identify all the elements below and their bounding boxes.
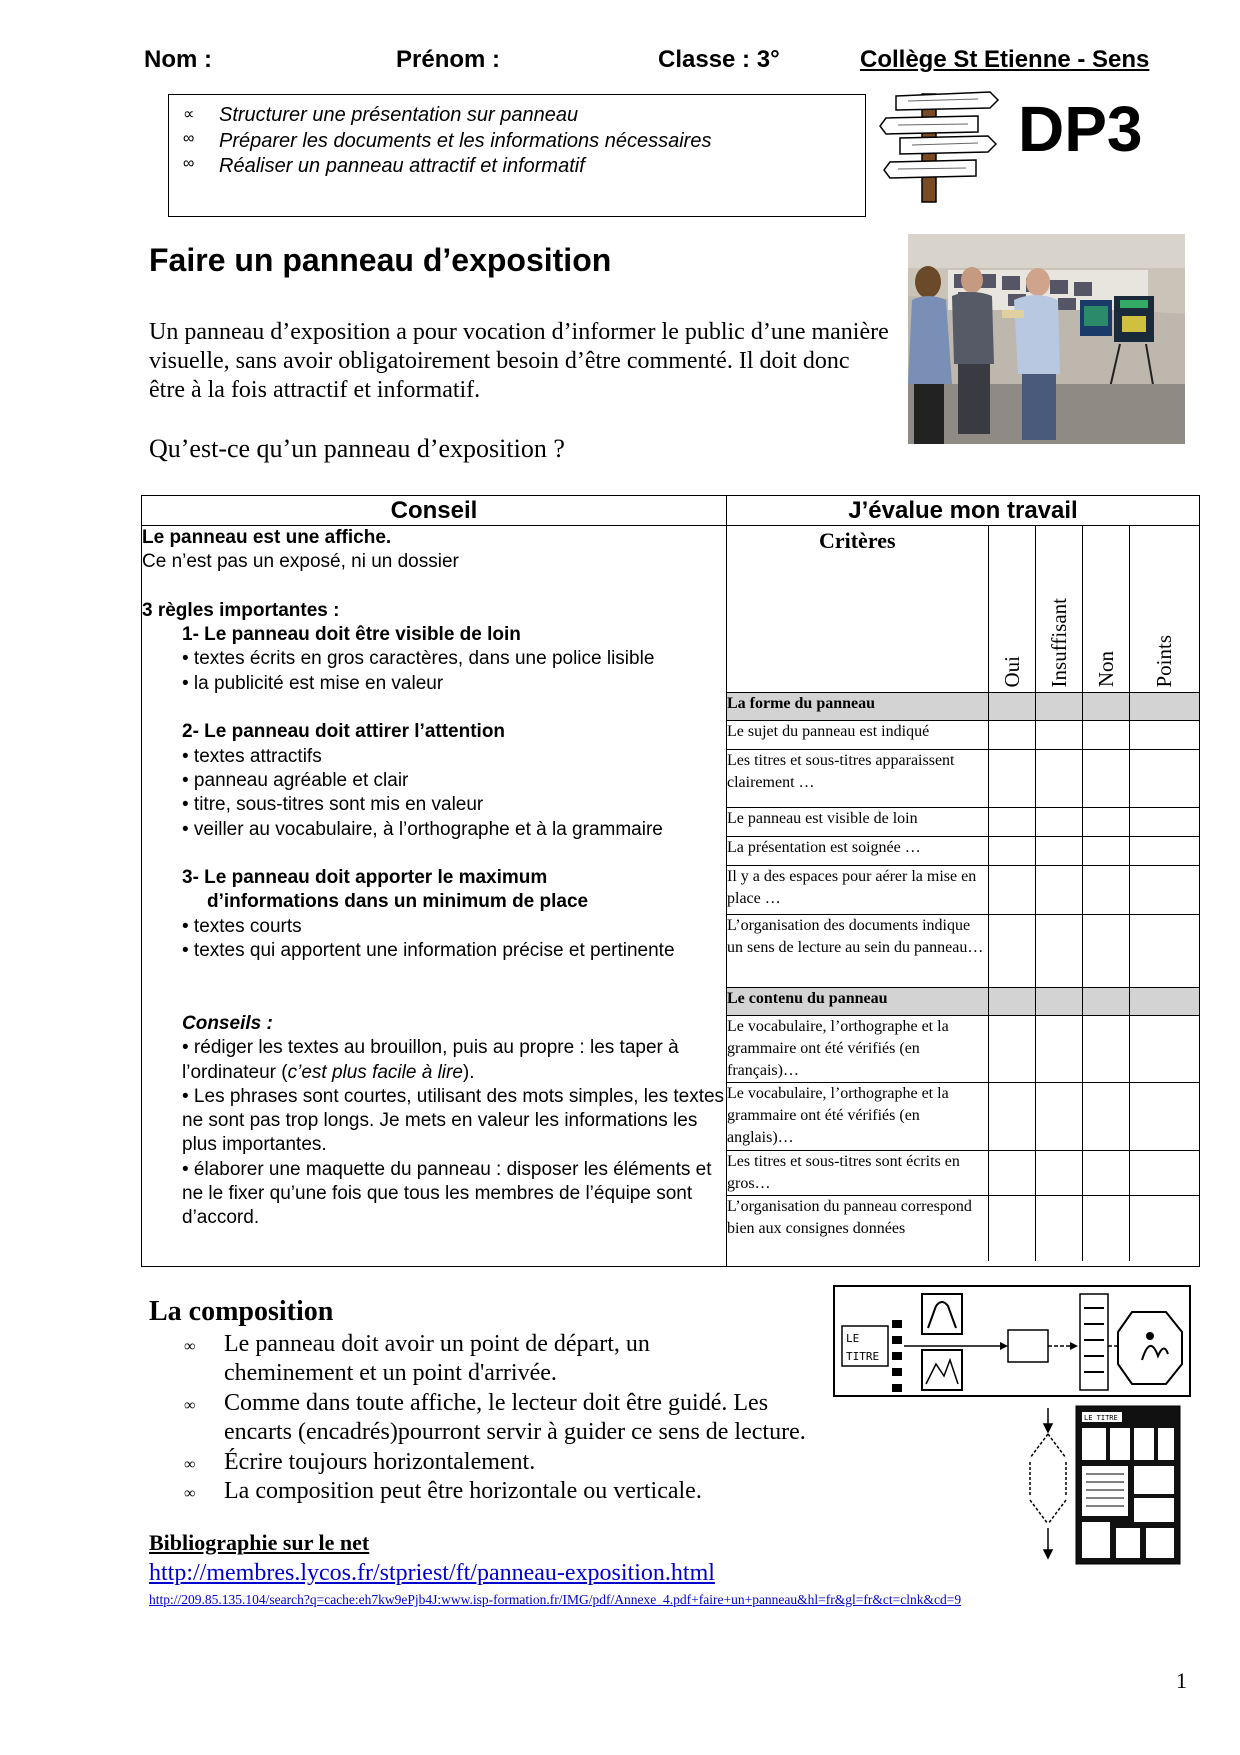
exhibition-photo <box>908 234 1185 444</box>
objective-text: Préparer les documents et les informations nécessaires <box>219 130 712 152</box>
points-cell[interactable] <box>1129 749 1199 807</box>
item-text: Écrire toujours horizontalement. <box>224 1449 536 1475</box>
criteria-label: Les titres et sous-titres sont écrits en gros… <box>727 1150 988 1195</box>
points-cell[interactable] <box>1129 865 1199 914</box>
vertical-layout-sketch <box>1024 1404 1186 1568</box>
criteria-label: L’organisation du panneau correspond bien aux consignes données <box>727 1195 988 1261</box>
col-label: Insuffisant <box>1046 598 1071 688</box>
points-cell[interactable] <box>1129 720 1199 749</box>
svg-text:LE: LE <box>846 1332 860 1345</box>
check-cell[interactable] <box>1082 1195 1129 1261</box>
points-cell[interactable] <box>1129 1150 1199 1195</box>
col-insuffisant-header <box>1035 526 1082 692</box>
tip-item <box>142 1036 726 1085</box>
item-text: Comme dans toute affiche, le lecteur doit être guidé. Les <box>224 1390 769 1416</box>
item-text: encarts (encadrés)pourront servir à guider ce sens de lecture. <box>224 1419 806 1445</box>
signpost-icon <box>878 88 1002 204</box>
tips-heading: Conseils : <box>182 1012 273 1034</box>
criteria-row <box>727 749 1199 807</box>
rule-bullet: • textes qui apportent une information précise et pertinente <box>182 940 675 962</box>
check-cell[interactable] <box>1082 865 1129 914</box>
rule-bullet: • textes courts <box>182 915 302 937</box>
check-cell[interactable] <box>1035 836 1082 865</box>
objective-item <box>183 104 579 127</box>
rule-title: 3- Le panneau doit apporter le maximum <box>182 867 548 889</box>
tip-text: ). <box>462 1061 475 1083</box>
criteria-row <box>727 720 1199 749</box>
criteria-header: Critères <box>727 526 988 692</box>
objectives-box <box>168 94 866 217</box>
rule-bullet: • la publicité est mise en valeur <box>182 672 444 694</box>
check-cell[interactable] <box>1035 865 1082 914</box>
column-header-evaluation: J’évalue mon travail <box>727 496 1200 526</box>
criteria-row <box>727 836 1199 865</box>
check-cell[interactable] <box>988 1015 1035 1082</box>
tip-item: • Les phrases sont courtes, utilisant des mots simples, les textes ne sont pas trop longs. Je mets en valeur les informations les plus importantes. <box>182 1085 725 1156</box>
bullet-icon: ∞ <box>184 1397 196 1414</box>
check-cell[interactable] <box>988 1150 1035 1195</box>
rule-title: 1- Le panneau doit être visible de loin <box>182 624 521 646</box>
points-cell[interactable] <box>1129 1082 1199 1150</box>
page-title: Faire un panneau d’exposition <box>149 242 612 278</box>
conseil-text: Le panneau est une affiche. <box>142 527 392 548</box>
evaluation-cell <box>727 526 1200 1267</box>
check-cell[interactable] <box>1082 807 1129 836</box>
page-number: 1 <box>1176 1668 1187 1693</box>
check-cell[interactable] <box>988 836 1035 865</box>
col-label: Oui <box>999 656 1024 688</box>
bibliography-title: Bibliographie sur le net <box>149 1530 370 1555</box>
points-cell[interactable] <box>1129 1015 1199 1082</box>
col-label: Non <box>1093 651 1118 688</box>
criteria-row <box>727 1015 1199 1082</box>
bullet-icon: ∞ <box>183 155 195 172</box>
check-cell[interactable] <box>1035 1082 1082 1150</box>
svg-text:TITRE: TITRE <box>846 1350 880 1363</box>
section-forme: La forme du panneau <box>727 692 988 720</box>
criteria-label: Il y a des espaces pour aérer la mise en place … <box>727 865 988 914</box>
conseil-text: Ce n’est pas un exposé, ni un dossier <box>142 551 459 573</box>
check-cell[interactable] <box>988 749 1035 807</box>
composition-item <box>184 1448 536 1477</box>
objective-item <box>183 130 712 153</box>
criteria-label: Le vocabulaire, l’orthographe et la grammaire ont été vérifiés (en anglais)… <box>727 1082 988 1150</box>
bullet-icon: ∝ <box>183 106 195 123</box>
objective-text: Réaliser un panneau attractif et informatif <box>219 155 585 177</box>
column-header-conseil: Conseil <box>142 496 727 526</box>
points-cell[interactable] <box>1129 836 1199 865</box>
points-cell[interactable] <box>1129 1195 1199 1261</box>
rule-bullet: • panneau agréable et clair <box>182 769 409 791</box>
college-name: Collège St Etienne - Sens <box>860 46 1150 73</box>
check-cell[interactable] <box>1082 1082 1129 1150</box>
col-label: Points <box>1152 634 1177 688</box>
prenom-label: Prénom : <box>396 46 501 73</box>
check-cell[interactable] <box>1082 836 1129 865</box>
tip-text: • rédiger les textes au brouillon, puis au propre : les taper à l’ordinateur ( <box>182 1037 679 1083</box>
criteria-label: La présentation est soignée … <box>727 836 988 865</box>
bibliography-link-2[interactable]: http://209.85.135.104/search?q=cache:eh7kw9ePjb4J:www.isp-formation.fr/IMG/pdf/Annexe_4.pdf+faire+un+panneau&hl=fr&gl=fr&ct=clnk&cd=9 <box>149 1592 962 1607</box>
check-cell[interactable] <box>988 1082 1035 1150</box>
check-cell[interactable] <box>988 914 1035 987</box>
document-code: DP3 <box>1018 93 1143 165</box>
item-text: Le panneau doit avoir un point de départ, un <box>224 1331 650 1357</box>
check-cell[interactable] <box>988 865 1035 914</box>
rule-bullet: • titre, sous-titres sont mis en valeur <box>182 794 484 816</box>
check-cell[interactable] <box>1035 1195 1082 1261</box>
check-cell[interactable] <box>1035 749 1082 807</box>
rule-bullet: • textes attractifs <box>182 745 322 767</box>
points-cell[interactable] <box>1129 914 1199 987</box>
composition-title: La composition <box>149 1296 334 1327</box>
rule-title: 2- Le panneau doit attirer l’attention <box>182 721 506 743</box>
criteria-row <box>727 807 1199 836</box>
criteria-label: Le panneau est visible de loin <box>727 807 988 836</box>
check-cell[interactable] <box>1082 720 1129 749</box>
check-cell[interactable] <box>1082 1015 1129 1082</box>
rules-heading: 3 règles importantes : <box>142 599 340 621</box>
criteria-grid <box>727 526 1199 1261</box>
section-row <box>727 692 1199 720</box>
check-cell[interactable] <box>1082 749 1129 807</box>
rule-title: d’informations dans un minimum de place <box>207 891 589 913</box>
check-cell[interactable] <box>1035 1150 1082 1195</box>
check-cell[interactable] <box>1082 914 1129 987</box>
criteria-label: Les titres et sous-titres apparaissent clairement … <box>727 749 988 807</box>
bullet-icon: ∞ <box>184 1338 196 1355</box>
criteria-row <box>727 1195 1199 1261</box>
criteria-label: Le vocabulaire, l’orthographe et la grammaire ont été vérifiés (en français)… <box>727 1015 988 1082</box>
criteria-label: L’organisation des documents indique un sens de lecture au sein du panneau… <box>727 914 988 987</box>
item-text: La composition peut être horizontale ou verticale. <box>224 1478 702 1504</box>
criteria-label: Le sujet du panneau est indiqué <box>727 720 988 749</box>
bullet-icon: ∞ <box>183 130 195 147</box>
advice-evaluation-table <box>141 495 1200 1267</box>
bullet-icon: ∞ <box>184 1456 196 1473</box>
horizontal-layout-sketch <box>832 1284 1192 1400</box>
col-non-header <box>1082 526 1129 692</box>
svg-text:LE TITRE: LE TITRE <box>1084 1414 1118 1422</box>
tip-text: c’est plus facile à lire <box>287 1061 463 1083</box>
criteria-row <box>727 914 1199 987</box>
bullet-icon: ∞ <box>184 1485 196 1502</box>
section-row <box>727 987 1199 1015</box>
conseil-cell <box>142 526 727 1267</box>
check-cell[interactable] <box>988 720 1035 749</box>
criteria-row <box>727 865 1199 914</box>
check-cell[interactable] <box>1035 1015 1082 1082</box>
check-cell[interactable] <box>988 807 1035 836</box>
points-cell[interactable] <box>1129 807 1199 836</box>
composition-item <box>184 1389 806 1447</box>
check-cell[interactable] <box>1082 1150 1129 1195</box>
col-oui-header <box>988 526 1035 692</box>
rule-bullet: • veiller au vocabulaire, à l’orthographe et à la grammaire <box>182 818 663 840</box>
composition-item <box>184 1330 650 1388</box>
composition-item <box>184 1477 702 1506</box>
rule-bullet: • textes écrits en gros caractères, dans une police lisible <box>182 648 655 670</box>
section-question: Qu’est-ce qu’un panneau d’exposition ? <box>149 434 565 463</box>
check-cell[interactable] <box>988 1195 1035 1261</box>
nom-label: Nom : <box>144 46 212 73</box>
tip-item: • élaborer une maquette du panneau : disposer les éléments et ne le fixer qu’une fois que tous les membres de l’équipe sont d’accord. <box>182 1158 712 1229</box>
intro-paragraph: Un panneau d’exposition a pour vocation d’informer le public d’une manière visuelle, sans avoir obligatoirement besoin d’être commenté. Il doit donc être à la fois attractif et informatif. <box>149 319 889 403</box>
objective-item <box>183 155 585 178</box>
criteria-row <box>727 1082 1199 1150</box>
classe-label: Classe : 3° <box>658 46 780 73</box>
check-cell[interactable] <box>1035 807 1082 836</box>
check-cell[interactable] <box>1035 720 1082 749</box>
bibliography-link-1[interactable]: http://membres.lycos.fr/stpriest/ft/panneau-exposition.html <box>149 1560 715 1586</box>
objective-text: Structurer une présentation sur panneau <box>219 104 579 126</box>
col-points-header <box>1129 526 1199 692</box>
check-cell[interactable] <box>1035 914 1082 987</box>
criteria-row <box>727 1150 1199 1195</box>
item-text: cheminement et un point d'arrivée. <box>224 1360 557 1386</box>
section-contenu: Le contenu du panneau <box>727 987 988 1015</box>
